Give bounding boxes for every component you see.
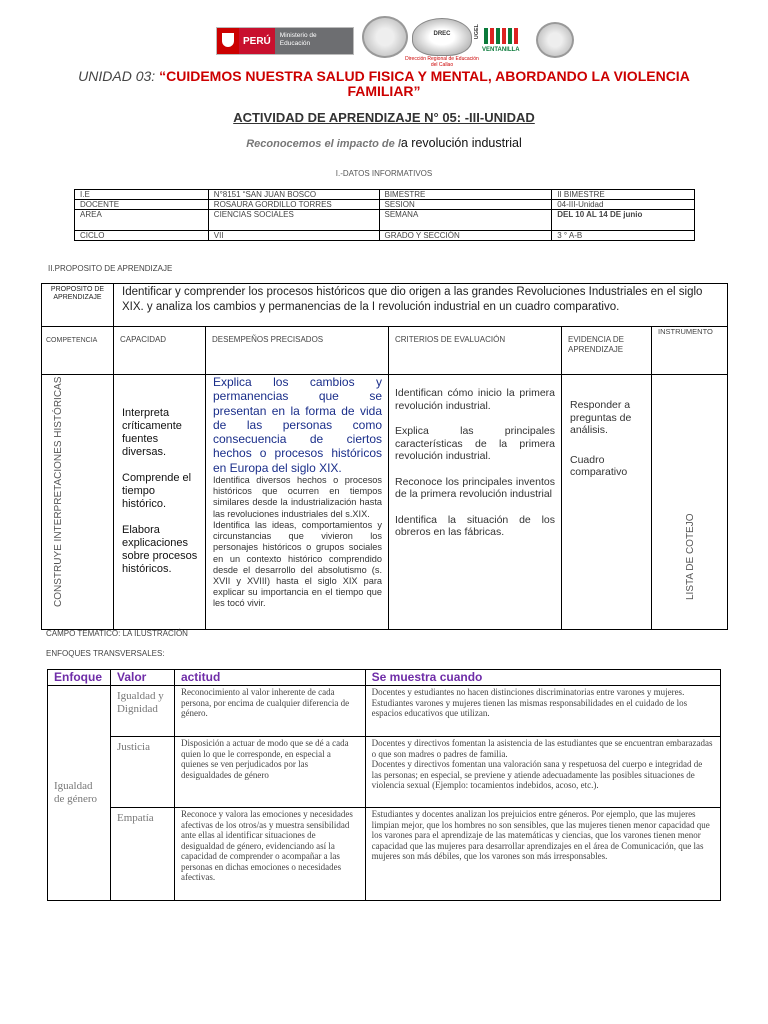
actitud-cell: Disposición a actuar de modo que se dé a cada quien lo que le corresponde, en especial a quienes se ven perjudicados por las desigualdades de género bbox=[174, 737, 365, 808]
desempeno-detail: Identifica las ideas, comportamientos y circunstancias que vivieron los personajes históricos o grupos sociales en un contexto histórico comprendido desde el desarrollo del absolutismo (s. XVII y XVIII) hasta el siglo XIX para explicar su importancia en el tiempo que les tocó vivir. bbox=[213, 519, 382, 609]
enfoques-table bbox=[47, 669, 721, 901]
table-row bbox=[48, 737, 721, 808]
column-header: Enfoque bbox=[48, 670, 111, 686]
header-label: INSTRUMENTO bbox=[658, 327, 713, 336]
drec-logo-text: DREC bbox=[433, 31, 451, 37]
instrumento-text: LISTA DE COTEJO bbox=[685, 513, 696, 600]
criterios-cell bbox=[388, 374, 562, 630]
cuando-cell: Estudiantes y docentes analizan los prejuicios entre géneros. Por ejemplo, que las mujeres limpian mejor, que los hombres no son sensibles, que las mujeres tienen menor capacidad que los varones para el aprendizaje de las matemáticas y ciencias, que los varones tienen menor capacidad que las mujeres para desarrollar aprendizajes en el área de Comunicación, que las mujeres son más débiles, que los varones son más irresponsables. bbox=[365, 808, 720, 901]
valor-cell: Justicia bbox=[110, 737, 174, 808]
unit-prefix: UNIDAD 03: bbox=[78, 68, 156, 84]
header-evidencia bbox=[561, 326, 652, 375]
drec-logo bbox=[412, 18, 472, 56]
actitud-cell: Reconoce y valora las emociones y necesidades afectivas de los otros/as y muestra sensibilidad ante ellas al identificar situaciones de desigualdad de género, evidenciando así la capacidad de comprender o acompañar a las personas en dichas emociones o necesidades afectivas. bbox=[174, 808, 365, 901]
criterio-item: Explica las principales características de la primera revolución industrial. bbox=[395, 425, 555, 462]
header-label: DESEMPEÑOS PRECISADOS bbox=[212, 335, 324, 344]
peru-shield-icon bbox=[217, 28, 239, 54]
criterio-item: Identifica la situación de los obreros en las fábricas. bbox=[395, 513, 555, 538]
table-cell: 3 ° A-B bbox=[552, 231, 695, 241]
table-cell: CIENCIAS SOCIALES bbox=[208, 210, 379, 231]
activity-title: ACTIVIDAD DE APRENDIZAJE N° 05: -III-UNIDAD bbox=[233, 110, 535, 125]
desempenos-cell bbox=[205, 374, 389, 630]
enfoques-heading: ENFOQUES TRANSVERSALES: bbox=[46, 649, 165, 658]
table-cell: II BIMESTRE bbox=[552, 190, 695, 200]
table-cell: BIMESTRE bbox=[379, 190, 552, 200]
header-label: EVIDENCIA DE APRENDIZAJE bbox=[568, 335, 625, 354]
table-cell: GRADO Y SECCIÓN bbox=[379, 231, 552, 241]
evidencia-item: Responder a preguntas de análisis. bbox=[570, 399, 632, 436]
proposito-grid bbox=[41, 283, 728, 629]
capacidad-item: Interpreta críticamente fuentes diversas. bbox=[122, 407, 182, 458]
table-row bbox=[75, 190, 695, 200]
cuando-cell: Docentes y directivos fomentan la asistencia de las estudiantes que se encuentran embarazadas o que son madres o padres de familia. Docentes y directivos fomentan una valoración sana y respetuosa del cuerpo e integridad de las personas; en especial, se previene y atiende adecuadamente las posibles situaciones de violencia sexual (Ejemplo: tocamientos indebidos, acoso, etc.). bbox=[365, 737, 720, 808]
desempeno-detail: Identifica diversos hechos o procesos históricos que ocurren en tiempos similares desde la industrialización hasta las revoluciones industriales del s.XIX. bbox=[213, 475, 382, 519]
table-cell: DOCENTE bbox=[75, 200, 209, 210]
table-cell: CICLO bbox=[75, 231, 209, 241]
proposito-label: PROPOSITO DE APRENDIZAJE bbox=[41, 283, 114, 327]
competencia-text: CONSTRUYE INTERPRETACIONES HISTÓRICAS bbox=[53, 376, 64, 607]
table-row bbox=[48, 808, 721, 901]
header-label: CAPACIDAD bbox=[120, 335, 167, 344]
ugel-logo bbox=[474, 22, 524, 56]
column-header: Valor bbox=[110, 670, 174, 686]
capacidad-item: Elabora explicaciones sobre procesos históricos. bbox=[122, 524, 198, 575]
table-cell: 04-III-Unidad bbox=[552, 200, 695, 210]
header-competencia bbox=[41, 326, 114, 375]
cuando-cell: Docentes y estudiantes no hacen distinciones discriminatorias entre varones y mujeres. Estudiantes varones y mujeres tienen las mismas responsabilidades en el cuidado de los espacios educativos que utilizan. bbox=[365, 686, 720, 737]
ministerio-label: Ministerio de Educación bbox=[275, 28, 353, 54]
unit-title bbox=[60, 69, 708, 99]
table-cell: VII bbox=[208, 231, 379, 241]
peru-label: PERÚ bbox=[239, 28, 275, 54]
competencia-cell bbox=[41, 374, 114, 630]
datos-table bbox=[74, 189, 695, 241]
minedu-logo bbox=[216, 27, 354, 55]
datos-heading: I.-DATOS INFORMATIVOS bbox=[335, 169, 433, 178]
ugel-name: VENTANILLA bbox=[482, 47, 520, 53]
unit-name: “CUIDEMOS NUESTRA SALUD FISICA Y MENTAL, ABORDANDO LA VIOLENCIA FAMILIAR” bbox=[159, 68, 690, 99]
header-instrumento bbox=[651, 326, 728, 375]
header-label: CRITERIOS DE EVALUACIÓN bbox=[395, 335, 506, 344]
header-label: COMPETENCIA bbox=[46, 337, 98, 344]
desempeno-main: Explica los cambios y permanencias que se presentan en la forma de vida de las personas como consecuencia de ciertos hechos o procesos históricos en Europa del siglo XIX. bbox=[213, 375, 382, 475]
proposito-text: Identificar y comprender los procesos históricos que dio origen a las grandes Revoluciones Industriales en el siglo XIX. y analiza los cambios y permanencias de la I revolución industrial en un cuadro comparativo. bbox=[113, 283, 728, 327]
table-header-row bbox=[48, 670, 721, 686]
table-row bbox=[48, 686, 721, 737]
activity-subtitle bbox=[60, 136, 708, 150]
subtitle-part-b: a revolución industrial bbox=[400, 136, 522, 150]
table-row bbox=[75, 210, 695, 231]
table-cell: ROSAURA GORDILLO TORRES bbox=[208, 200, 379, 210]
table-row bbox=[75, 200, 695, 210]
table-cell: SESION bbox=[379, 200, 552, 210]
table-cell: SEMANA bbox=[379, 210, 552, 231]
ugel-vertical-label: UGEL bbox=[474, 24, 480, 40]
header-criterios bbox=[388, 326, 562, 375]
instrumento-cell bbox=[651, 374, 728, 630]
capacidad-item: Comprende el tiempo histórico. bbox=[122, 472, 192, 510]
table-cell: DEL 10 AL 14 DE junio bbox=[552, 210, 695, 231]
drec-caption: Dirección Regional de Educación del Callao bbox=[405, 56, 479, 68]
header-desempenos bbox=[205, 326, 389, 375]
table-cell: I.E bbox=[75, 190, 209, 200]
evidencia-item: Cuadro comparativo bbox=[570, 453, 628, 478]
criterio-item: Identifican cómo inicio la primera revolución industrial. bbox=[395, 387, 555, 412]
actitud-cell: Reconocimiento al valor inherente de cada persona, por encima de cualquier diferencia de género. bbox=[174, 686, 365, 737]
proposito-heading: II.PROPOSITO DE APRENDIZAJE bbox=[48, 264, 173, 273]
campo-tematico: CAMPO TEMATICO: LA ILUSTRACIÓN bbox=[46, 629, 188, 638]
table-row bbox=[75, 231, 695, 241]
header-capacidad bbox=[113, 326, 206, 375]
subtitle-part-a: Reconocemos el impacto de l bbox=[246, 138, 401, 150]
table-cell: N°8151 “SAN JUAN BOSCO bbox=[208, 190, 379, 200]
ugel-stripes-icon bbox=[484, 28, 520, 44]
institution-seal-icon bbox=[536, 22, 574, 58]
valor-cell: Empatía bbox=[110, 808, 174, 901]
evidencia-cell bbox=[561, 374, 652, 630]
column-header: actitud bbox=[174, 670, 365, 686]
school-emblem-icon bbox=[362, 16, 408, 58]
valor-cell: Igualdad y Dignidad bbox=[110, 686, 174, 737]
criterio-item: Reconoce los principales inventos de la primera revolución industrial bbox=[395, 475, 555, 500]
capacidad-cell bbox=[113, 374, 206, 630]
enfoque-cell: Igualdad de género bbox=[48, 686, 111, 901]
table-cell: AREA bbox=[75, 210, 209, 231]
column-header: Se muestra cuando bbox=[365, 670, 720, 686]
